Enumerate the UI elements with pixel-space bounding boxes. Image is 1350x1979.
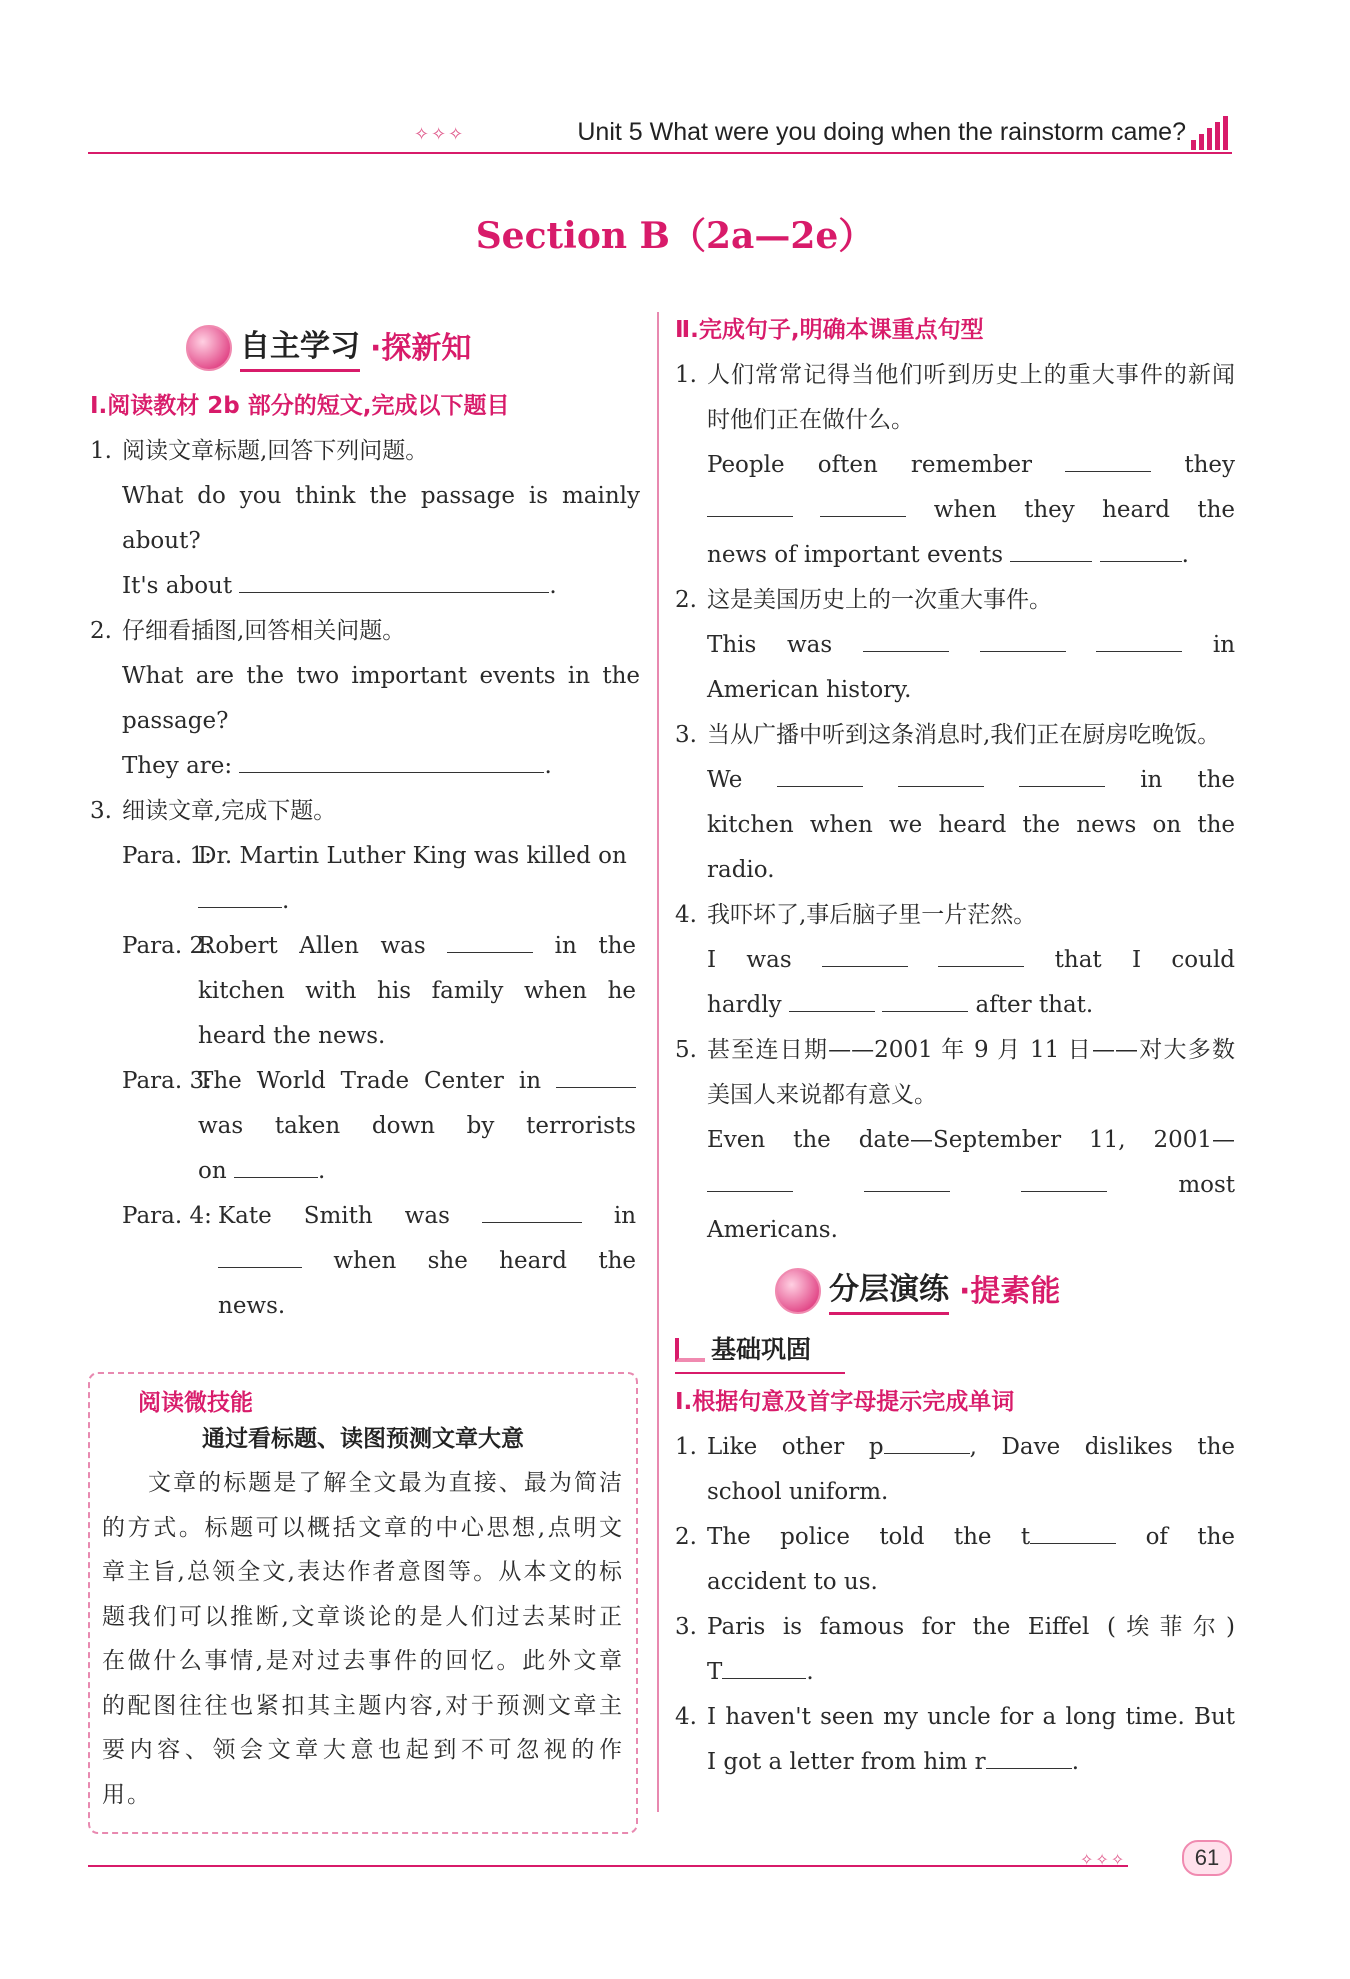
banner-subtitle: ·提素能 xyxy=(959,1273,1061,1309)
book-icon xyxy=(675,1338,705,1362)
answer-blank[interactable] xyxy=(707,1165,793,1192)
answer-blank[interactable] xyxy=(1096,625,1182,652)
answer-blank[interactable] xyxy=(1021,1165,1107,1192)
question-2-answer-line: They are: . xyxy=(90,744,640,789)
answer-blank[interactable] xyxy=(482,1196,582,1223)
reading-skill-box xyxy=(88,1372,638,1834)
answer-blank[interactable] xyxy=(1030,1517,1116,1544)
basic-practice-heading: 基础巩固 xyxy=(675,1327,1235,1372)
part-2-heading: Ⅱ.完成句子,明确本课重点句型 xyxy=(675,317,984,343)
question-1-instruction: 阅读文章标题,回答下列问题。 xyxy=(122,438,429,464)
question-2-text: What are the two important events in the passage? xyxy=(122,663,640,734)
answer-blank[interactable] xyxy=(777,760,863,787)
answer-blank[interactable] xyxy=(898,760,984,787)
sentence-5: 5. 甚至连日期——2001 年 9 月 11 日——对大多数美国人来说都有意义。 Even the date—September 11, 2001— most Americans. xyxy=(675,1037,1236,1243)
column-divider xyxy=(657,312,659,1812)
answer-blank[interactable] xyxy=(980,625,1066,652)
answer-blank[interactable] xyxy=(986,1742,1072,1769)
answer-blank[interactable] xyxy=(234,1151,318,1178)
right-column xyxy=(675,308,1235,1785)
left-column xyxy=(90,320,640,1329)
answer-blank[interactable] xyxy=(218,1241,302,1268)
banner-subtitle: ·探新知 xyxy=(370,330,472,366)
answer-blank[interactable] xyxy=(722,1652,806,1679)
answer-blank[interactable] xyxy=(447,926,533,953)
sentence-4: 4. 我吓坏了,事后脑子里一片茫然。 I was that I could hardly after that. xyxy=(675,902,1236,1018)
page-number: 61 xyxy=(1182,1840,1232,1876)
sentence-3: 3. 当从广播中听到这条消息时,我们正在厨房吃晚饭。 We in the kitchen when we heard the news on the radio. xyxy=(675,722,1235,883)
answer-blank[interactable] xyxy=(1065,445,1151,472)
banner-title: 自主学习 xyxy=(240,324,360,372)
planet-icon xyxy=(186,325,232,371)
question-2-instruction: 仔细看插图,回答相关问题。 xyxy=(122,618,406,644)
question-2: 2. 仔细看插图,回答相关问题。 xyxy=(90,618,406,644)
practice-banner xyxy=(775,1263,1235,1319)
question-3-instruction: 细读文章,完成下题。 xyxy=(122,798,337,824)
answer-blank[interactable] xyxy=(707,490,793,517)
para-3-item: Para. 3: The World Trade Center in was taken down by terrorists on . xyxy=(90,1059,640,1194)
footer-rule xyxy=(88,1865,1128,1867)
answer-blank[interactable] xyxy=(822,940,908,967)
self-study-banner xyxy=(186,320,640,376)
para-2-item: Para. 2: Robert Allen was in the kitchen with his family when he heard the news. xyxy=(90,924,640,1059)
answer-blank[interactable] xyxy=(884,1427,970,1454)
para-1-item: Para. 1: Dr. Martin Luther King was killed on . xyxy=(122,843,627,914)
question-1-answer-line: It's about . xyxy=(90,564,640,609)
banner-title: 分层演练 xyxy=(829,1267,949,1315)
word-3: 3. Paris is famous for the Eiffel (埃菲尔) T . xyxy=(675,1614,1235,1685)
sub-heading-rule xyxy=(675,1372,845,1374)
answer-blank[interactable] xyxy=(1100,535,1182,562)
answer-blank[interactable] xyxy=(938,940,1024,967)
answer-blank[interactable] xyxy=(864,1165,950,1192)
answer-blank[interactable] xyxy=(239,746,544,773)
reading-skill-text: 文章的标题是了解全文最为直接、最为简洁的方式。标题可以概括文章的中心思想,点明文章主旨,总领全文,表达作者意图等。从本文的标题我们可以推断,文章谈论的是人们过去某时正在做什么事情,是对过去事件的回忆。此外文章的配图往往也紧扣其主题内容,对于预测文章主要内容、领会文章大意也起到不可忽视的作用。 xyxy=(102,1470,624,1808)
answer-blank[interactable] xyxy=(789,985,875,1012)
sentence-1: 1. 人们常常记得当他们听到历史上的重大事件的新闻时他们正在做什么。 People often remember they when they heard the news of important events . xyxy=(675,362,1236,568)
reading-skill-tag: 阅读微技能 xyxy=(138,1390,253,1416)
sentence-2: 2. 这是美国历史上的一次重大事件。 This was in American history. xyxy=(675,587,1236,703)
question-1: 1. 阅读文章标题,回答下列问题。 xyxy=(90,438,429,464)
part-1-heading: Ⅰ.阅读教材 2b 部分的短文,完成以下题目 xyxy=(90,393,510,419)
word-2: 2. The police told the t of the accident to us. xyxy=(675,1515,1235,1605)
answer-blank[interactable] xyxy=(556,1061,636,1088)
header-bars-icon xyxy=(1191,116,1228,150)
question-1-text: What do you think the passage is mainly about? xyxy=(122,483,640,554)
question-3: 3. 细读文章,完成下题。 xyxy=(90,798,337,824)
header-rule xyxy=(88,152,1232,154)
answer-blank[interactable] xyxy=(882,985,968,1012)
answer-blank[interactable] xyxy=(820,490,906,517)
word-4: 4. I haven't seen my uncle for a long time. But I got a letter from him r . xyxy=(675,1704,1235,1775)
answer-blank[interactable] xyxy=(239,566,549,593)
para-4-item: Para. 4: Kate Smith was in when she heard the news. xyxy=(90,1194,640,1329)
reading-skill-title: 通过看标题、读图预测文章大意 xyxy=(202,1426,524,1452)
planet-icon xyxy=(775,1268,821,1314)
footer-decoration: ✧✧✧ xyxy=(1080,1850,1127,1869)
part-1-heading: Ⅰ.根据句意及首字母提示完成单词 xyxy=(675,1389,1015,1415)
header-decoration: ✧✧✧ xyxy=(414,124,466,145)
answer-blank[interactable] xyxy=(1019,760,1105,787)
unit-title: Unit 5 What were you doing when the rainstorm came? xyxy=(577,118,1186,146)
section-title: Section B（2a—2e） xyxy=(475,215,875,257)
answer-blank[interactable] xyxy=(863,625,949,652)
word-1: 1. Like other p , Dave dislikes the school uniform. xyxy=(675,1425,1235,1515)
answer-blank[interactable] xyxy=(1010,535,1092,562)
answer-blank[interactable] xyxy=(198,881,282,908)
